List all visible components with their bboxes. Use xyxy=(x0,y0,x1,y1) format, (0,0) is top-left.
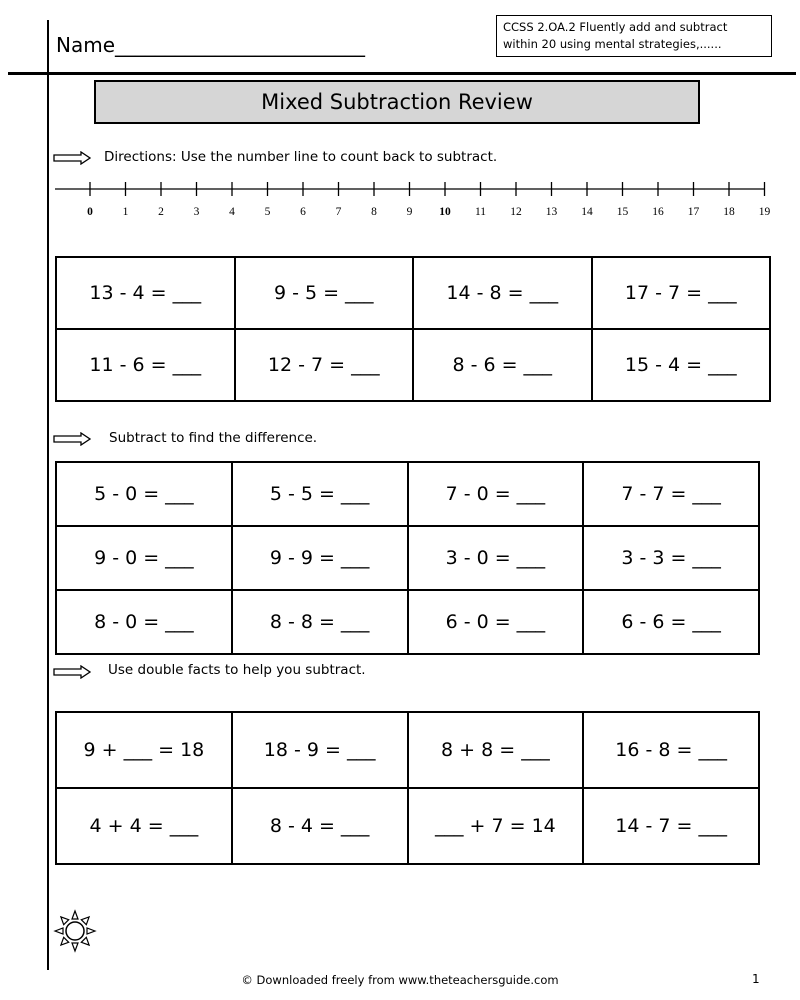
problem-cell[interactable]: 6 - 0 = ___ xyxy=(408,590,584,654)
section3-direction: Use double facts to help you subtract. xyxy=(108,662,366,678)
problem-cell[interactable]: 14 - 7 = ___ xyxy=(583,788,759,864)
problem-cell[interactable]: 4 + 4 = ___ xyxy=(56,788,232,864)
table-row xyxy=(56,462,759,526)
section2-direction: Subtract to find the difference. xyxy=(109,430,318,446)
problem-cell[interactable]: 16 - 8 = ___ xyxy=(583,712,759,788)
table-row xyxy=(56,526,759,590)
problem-cell[interactable]: 15 - 4 = ___ xyxy=(592,329,771,401)
number-line-label: 16 xyxy=(652,206,664,218)
problem-cell[interactable]: 7 - 0 = ___ xyxy=(408,462,584,526)
problem-cell[interactable]: 14 - 8 = ___ xyxy=(413,257,592,329)
number-line xyxy=(50,172,770,222)
number-line-label: 4 xyxy=(229,206,235,218)
table-row xyxy=(56,257,770,329)
number-line-label: 8 xyxy=(371,206,377,218)
problem-cell[interactable]: 9 - 5 = ___ xyxy=(235,257,414,329)
problem-cell[interactable]: 11 - 6 = ___ xyxy=(56,329,235,401)
number-line-label: 0 xyxy=(87,206,93,218)
name-field-label[interactable]: Name_________________________ xyxy=(56,33,366,57)
number-line-label: 18 xyxy=(723,206,735,218)
footer-credit: © Downloaded freely from www.theteachersguide.com xyxy=(241,973,559,987)
problem-cell[interactable]: 17 - 7 = ___ xyxy=(592,257,771,329)
problem-grid-3 xyxy=(55,711,760,865)
problem-grid-1 xyxy=(55,256,771,402)
page-number: 1 xyxy=(752,972,760,986)
problem-cell[interactable]: 18 - 9 = ___ xyxy=(232,712,408,788)
number-line-label: 19 xyxy=(758,206,770,218)
number-line-label: 5 xyxy=(264,206,271,218)
number-line-label: 17 xyxy=(687,206,700,218)
problem-cell[interactable]: 12 - 7 = ___ xyxy=(235,329,414,401)
problem-cell[interactable]: 6 - 6 = ___ xyxy=(583,590,759,654)
table-row xyxy=(56,590,759,654)
problem-cell[interactable]: 8 - 6 = ___ xyxy=(413,329,592,401)
table-row xyxy=(56,329,770,401)
problem-cell[interactable]: 8 - 4 = ___ xyxy=(232,788,408,864)
number-line-label: 2 xyxy=(158,206,164,218)
right-arrow-outline-icon xyxy=(53,151,91,165)
problem-grid-2 xyxy=(55,461,760,655)
problem-cell[interactable]: 9 + ___ = 18 xyxy=(56,712,232,788)
number-line-label: 15 xyxy=(616,206,629,218)
left-margin-line xyxy=(47,20,49,970)
right-arrow-outline-icon xyxy=(53,432,91,446)
standard-line-1: CCSS 2.OA.2 Fluently add and subtract xyxy=(503,20,728,34)
problem-cell[interactable]: 3 - 3 = ___ xyxy=(583,526,759,590)
number-line-label: 10 xyxy=(439,206,451,218)
number-line-label: 1 xyxy=(122,206,129,218)
problem-cell[interactable]: 8 - 8 = ___ xyxy=(232,590,408,654)
header-divider xyxy=(8,72,796,75)
number-line-label: 9 xyxy=(406,206,413,218)
problem-cell[interactable]: 9 - 0 = ___ xyxy=(56,526,232,590)
table-row xyxy=(56,712,759,788)
problem-cell[interactable]: 13 - 4 = ___ xyxy=(56,257,235,329)
table-row xyxy=(56,788,759,864)
problem-cell[interactable]: 8 + 8 = ___ xyxy=(408,712,584,788)
number-line-label: 14 xyxy=(581,206,593,218)
number-line-label: 13 xyxy=(545,206,558,218)
standard-line-2: within 20 using mental strategies,...... xyxy=(503,37,722,51)
problem-cell[interactable]: 7 - 7 = ___ xyxy=(583,462,759,526)
right-arrow-outline-icon xyxy=(53,665,91,679)
number-line-label: 12 xyxy=(510,206,522,218)
section1-direction: Directions: Use the number line to count back to subtract. xyxy=(104,149,498,165)
number-line-label: 7 xyxy=(335,206,342,218)
worksheet-title-text: Mixed Subtraction Review xyxy=(261,90,533,114)
standard-box xyxy=(496,15,772,57)
problem-cell[interactable]: 3 - 0 = ___ xyxy=(408,526,584,590)
problem-cell[interactable]: 5 - 5 = ___ xyxy=(232,462,408,526)
worksheet-title xyxy=(94,80,700,124)
problem-cell[interactable]: 8 - 0 = ___ xyxy=(56,590,232,654)
problem-cell[interactable]: ___ + 7 = 14 xyxy=(408,788,584,864)
problem-cell[interactable]: 5 - 0 = ___ xyxy=(56,462,232,526)
number-line-label: 6 xyxy=(300,206,306,218)
sun-icon xyxy=(51,907,99,955)
number-line-label: 11 xyxy=(474,206,487,218)
problem-cell[interactable]: 9 - 9 = ___ xyxy=(232,526,408,590)
number-line-label: 3 xyxy=(193,206,200,218)
